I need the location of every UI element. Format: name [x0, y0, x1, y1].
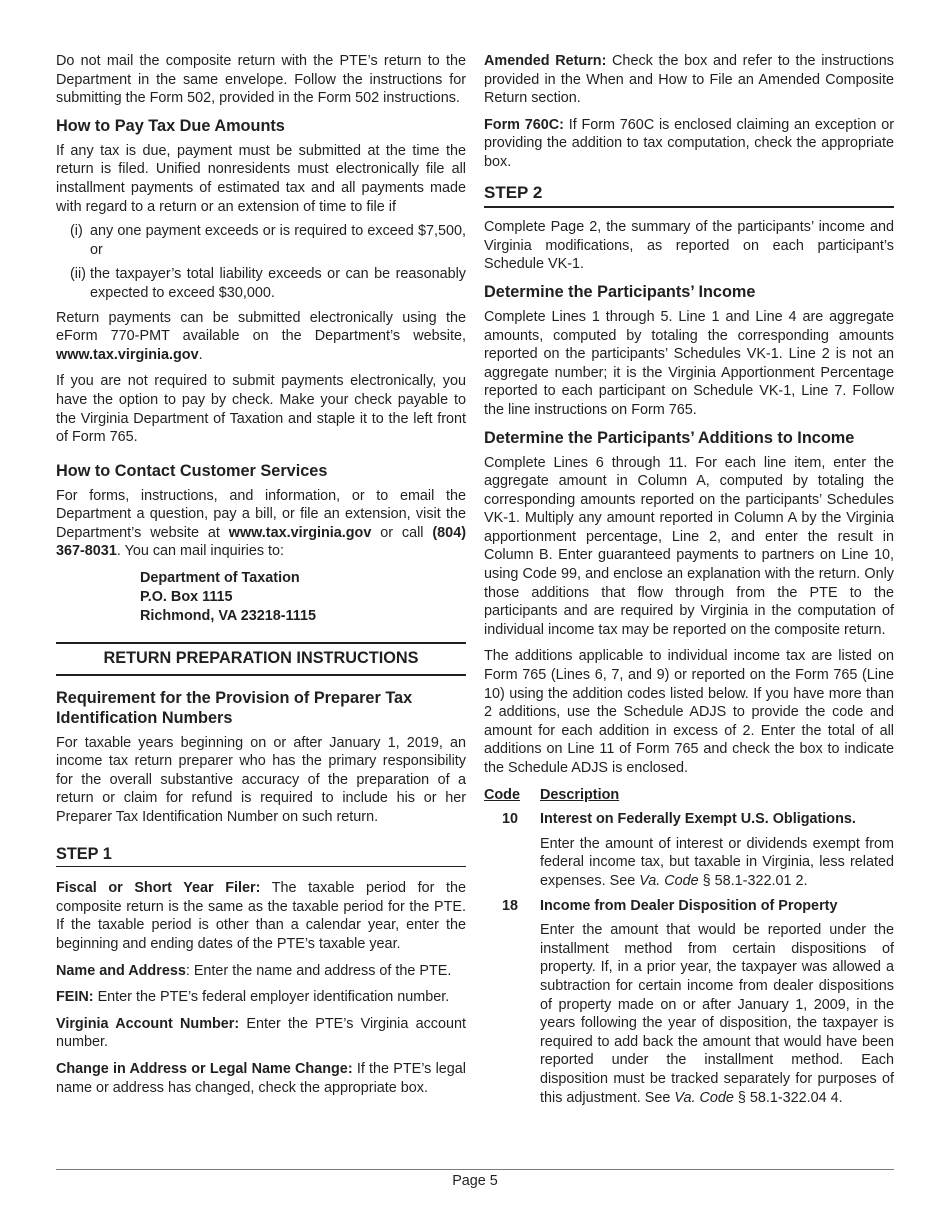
left-column: [56, 52, 466, 1105]
amended-return-paragraph: [484, 52, 894, 108]
step2-heading: STEP 2: [484, 184, 894, 209]
text-run: . You can mail inquiries to:: [116, 543, 285, 560]
text-run: For forms, instructions, and information, or to email the Department a question, pay a bill, or file an extension, visit the Department’s website at: [56, 487, 466, 541]
step2-paragraph: Complete Page 2, the summary of the participants’ income and Virginia modifications, as reported on each participant’s Schedule VK-1.: [484, 219, 894, 273]
step1-item: [56, 879, 466, 953]
code-column-header: Code: [484, 786, 520, 803]
code-entry: [502, 810, 894, 829]
description-column-header: Description: [540, 786, 620, 803]
item-label: Form 760C:: [484, 116, 564, 133]
website-link[interactable]: www.tax.virginia.gov: [56, 346, 199, 363]
pay-paragraph-3: If you are not required to submit payments electronically, you have the option to pay by check. Make your check payable to the Virginia Department of Taxation and staple it to the left front of Form 765.: [56, 373, 466, 446]
step1-item: [56, 1015, 466, 1052]
list-item-number: (ii): [70, 266, 86, 283]
step1-item: [56, 962, 466, 981]
code-title: Interest on Federally Exempt U.S. Obligations.: [540, 811, 856, 828]
income-paragraph: Complete Lines 1 through 5. Line 1 and Line 4 are aggregate amounts, computed by totaling the corresponding amounts reported on the participants’ Schedules VK-1. Line 2 is not an aggregate number; it is the Virginia Apportionment Percentage reported to each participant on Schedule VK-1, Line 7. Follow the line instructions on Form 765.: [484, 308, 894, 418]
address-line: P.O. Box 1115: [140, 589, 233, 606]
code-table-header: [484, 786, 894, 805]
additions-paragraph-1: Complete Lines 6 through 11. For each line item, enter the aggregate amount in Column A, computed by totaling the corresponding amounts reported on the participants’ Schedules VK-1. Multiply any amount reported in Column A by the Virginia apportionment percentage, Line 2, and enter the result in Column B. Enter guaranteed payments to partners on Line 10, using Code 99, and enclose an explanation with the return. Only those additions that flow through from the PTE to the participants and are required by Virginia in the computation of individual income tax may be reported on the composite return.: [484, 454, 894, 638]
pay-paragraph-1: If any tax is due, payment must be submitted at the time the return is filed. Unified nonresidents must electronically file all installment payments of estimated tax and all payments made with regard to a return or an extension of time to file if: [56, 142, 466, 215]
item-text: The taxable period for the composite return is the same as the taxable period for the PTE. If the taxable period is other than a calendar year, enter the beginning and ending dates of the PTE’s taxable year.: [56, 880, 466, 952]
income-heading: Determine the Participants’ Income: [484, 282, 756, 301]
mailing-address: [140, 569, 466, 626]
item-label: Change in Address or Legal Name Change:: [56, 1060, 353, 1077]
text-run: § 58.1-322.01 2.: [698, 872, 808, 889]
pay-paragraph-2: [56, 309, 466, 365]
item-text: Check the box and refer to the instructions provided in the When and How to File an Amended Composite Return section.: [484, 53, 894, 107]
item-label: Virginia Account Number:: [56, 1015, 240, 1032]
item-label: Fiscal or Short Year Filer:: [56, 880, 261, 897]
text-run: Return payments can be submitted electronically using the eForm 770-PMT available on the Department’s website,: [56, 309, 466, 345]
item-label: FEIN:: [56, 989, 94, 1006]
address-line: Department of Taxation: [140, 570, 300, 587]
item-text: : Enter the name and address of the PTE.: [185, 962, 452, 979]
step1-heading: STEP 1: [56, 845, 466, 868]
footer-divider: [56, 1169, 894, 1170]
page-number: Page 5: [452, 1173, 498, 1189]
list-item: [56, 222, 466, 259]
item-label: Amended Return:: [484, 53, 607, 69]
intro-paragraph: Do not mail the composite return with the PTE’s return to the Department in the same envelope. Follow the instructions for submitting the Form 502, provided in the Form 502 instructions.: [56, 53, 466, 107]
item-label: Name and Address: [56, 962, 186, 979]
step1-item: [56, 988, 466, 1007]
step1-item: [56, 1060, 466, 1097]
ptin-heading: Requirement for the Provision of Preparer Tax Identification Numbers: [56, 688, 413, 727]
phone-number: (804) 367-8031: [56, 524, 466, 560]
item-text: Enter the PTE’s Virginia account number.: [56, 1015, 466, 1051]
pay-heading: How to Pay Tax Due Amounts: [56, 116, 285, 135]
code-description: [540, 921, 894, 1107]
code-number: 10: [502, 811, 519, 828]
code-entry: [502, 897, 894, 916]
form760c-paragraph: [484, 116, 894, 172]
list-item-text: any one payment exceeds or is required to exceed $7,500, or: [90, 223, 466, 258]
list-item-text: the taxpayer’s total liability exceeds or can be reasonably expected to exceed $30,000.: [90, 266, 466, 301]
list-item: [56, 265, 466, 302]
code-number: 18: [502, 897, 519, 914]
address-line: Richmond, VA 23218-1115: [140, 608, 316, 625]
contact-paragraph: [56, 487, 466, 561]
list-item-number: (i): [70, 223, 83, 240]
item-text: If the PTE’s legal name or address has changed, check the appropriate box.: [56, 1060, 466, 1096]
contact-heading: How to Contact Customer Services: [56, 461, 328, 480]
citation: Va. Code: [639, 872, 699, 889]
website-link[interactable]: www.tax.virginia.gov: [228, 524, 372, 541]
right-column: [484, 52, 894, 1113]
text-run: Enter the amount that would be reported under the installment method from certain dispositions of property. If, in a prior year, the taxpayer was allowed a subtraction for certain income from dealer dispositions of property made on or after January 1, 2009, in the years following the year of disposition, the taxpayer is required to add back the amount that would have been reported under the installment method. Each disposition must be tracked separately for purposes of this adjustment. See: [540, 922, 894, 1106]
code-title: Income from Dealer Disposition of Property: [540, 897, 838, 914]
text-run: or call: [371, 524, 433, 541]
text-run: § 58.1-322.04 4.: [733, 1089, 843, 1106]
text-run: Enter the amount of interest or dividends exempt from federal income tax, but taxable in Virginia, less related expenses. See: [540, 835, 894, 889]
additions-paragraph-2: The additions applicable to individual income tax are listed on Form 765 (Lines 6, 7, and 9) or reported on the Form 765 (Line 10) using the addition codes listed below. If you have more than 2 additions, use the Schedule ADJS to provide the code and amount for each addition in excess of 2. Enter the total of all additions on Line 11 of Form 765 and check the box to indicate the Schedule ADJS is enclosed.: [484, 648, 894, 776]
citation: Va. Code: [674, 1089, 734, 1106]
ptin-paragraph: For taxable years beginning on or after January 1, 2019, an income tax return preparer who has the primary responsibility for the overall substantive accuracy of the preparation of a return or claim for refund is required to include his or her Preparer Tax Identification Number on such return.: [56, 734, 466, 826]
additions-heading: Determine the Participants’ Additions to Income: [484, 428, 855, 447]
text-run: .: [198, 346, 203, 363]
section-title: RETURN PREPARATION INSTRUCTIONS: [56, 642, 466, 676]
item-text: If Form 760C is enclosed claiming an exception or providing the addition to tax computation, check the appropriate box.: [484, 116, 894, 170]
code-description: [540, 835, 894, 891]
item-text: Enter the PTE’s federal employer identification number.: [93, 989, 450, 1006]
